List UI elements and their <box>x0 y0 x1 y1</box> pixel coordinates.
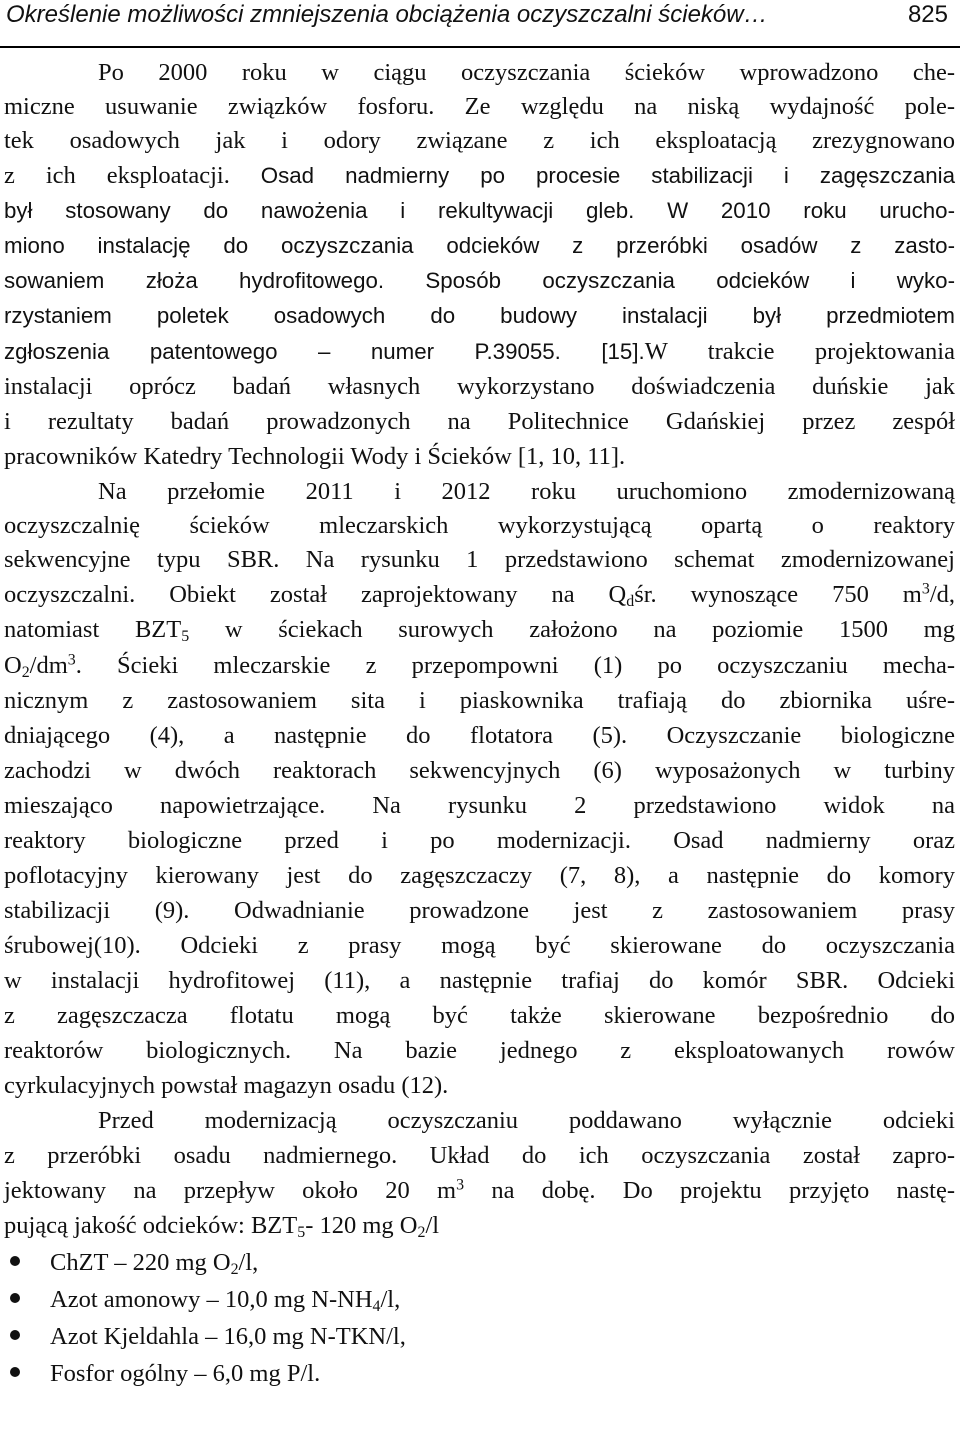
paragraph-2-line-11: reaktory biologiczne przed i po modernizacji. Osad nadmierny oraz <box>4 827 955 854</box>
paragraph-2-line-5-b: w ściekach surowych założono na poziomie 1500 mg <box>189 616 955 643</box>
bullet-text: Azot amonowy – 10,0 mg N-NH <box>50 1286 373 1313</box>
paragraph-2-line-12: poflotacyjny kierowany jest do zagęszczaczy (7, 8), a następnie do komory <box>4 862 955 889</box>
bzt-subscript: 5 <box>181 627 190 645</box>
paragraph-1-line-5: był stosowany do nawożenia i rekultywacji gleb. W 2010 roku urucho- <box>4 198 955 223</box>
paragraph-2-line-5-a: natomiast BZT <box>4 616 182 643</box>
oxygen-subscript: 2 <box>21 663 30 681</box>
header-title: Określenie możliwości zmniejszenia obciążenia oczyszczalni ścieków… <box>6 1 768 28</box>
cubic-superscript-3: 3 <box>456 1176 465 1194</box>
paragraph-2-line-4-a: oczyszczalni. Obiekt został zaprojektowany na Q <box>4 581 627 608</box>
paragraph-1-line-8: rzystaniem poletek osadowych do budowy instalacji był przedmiotem <box>4 303 955 328</box>
paragraph-3-line-4-a: pującą jakość odcieków: BZT <box>4 1212 298 1239</box>
paragraph-2-line-9: zachodzi w dwóch reaktorach sekwencyjnych (6) wyposażonych w turbiny <box>4 757 955 784</box>
bullet-item <box>10 1246 910 1280</box>
paragraph-3-line-3 <box>4 1174 955 1208</box>
paragraph-2-line-4 <box>4 578 955 612</box>
paragraph-2-line-13: stabilizacji (9). Odwadnianie prowadzone jest z zastosowaniem prasy <box>4 897 955 924</box>
paragraph-1-line-6: miono instalację do oczyszczania odcieków z przeróbki osadów z zasto- <box>4 233 955 258</box>
paragraph-3-line-2: z przeróbki osadu nadmiernego. Układ do ich oczyszczania został zapro- <box>4 1142 955 1169</box>
bullet-text: Fosfor ogólny – 6,0 mg P/l. <box>50 1360 321 1387</box>
flow-subscript: d <box>626 592 635 610</box>
paragraph-2-line-5 <box>4 613 955 647</box>
paragraph-1-line-4-sans: Osad nadmierny po procesie stabilizacji i zagęszczania <box>260 163 955 188</box>
bullet-text-end: /l, <box>380 1286 401 1313</box>
paragraph-2-line-17: reaktorów biologicznych. Na bazie jednego z eksploatowanych rowów <box>4 1037 955 1064</box>
paragraph-2-line-15: w instalacji hydrofitowej (11), a następnie trafiaj do komór SBR. Odcieki <box>4 967 955 994</box>
paragraph-2-line-16: z zagęszczacza flotatu mogą być także skierowane bezpośrednio do <box>4 1002 955 1029</box>
paragraph-1-line-9 <box>4 335 955 369</box>
bullet-text: Azot Kjeldahla – 16,0 mg N-TKN/l, <box>50 1323 406 1350</box>
paragraph-2-line-4-c: /d, <box>929 581 955 608</box>
bullet-icon <box>10 1367 20 1377</box>
paragraph-1-line-10: instalacji oprócz badań własnych wykorzystano doświadczenia duńskie jak <box>4 373 955 400</box>
paragraph-2-line-14: śrubowej(10). Odcieki z prasy mogą być skierowane do oczyszczania <box>4 932 955 959</box>
paragraph-3-line-4-b: - 120 mg O <box>305 1212 418 1239</box>
paragraph-3-line-3-a: jektowany na przepływ około 20 m <box>4 1177 457 1204</box>
paragraph-3-line-1: Przed modernizacją oczyszczaniu poddawano wyłącznie odcieki <box>98 1107 955 1134</box>
paragraph-1-line-9-sans: zgłoszenia patentowego – numer P.39055. [15]. <box>4 339 645 364</box>
cubic-superscript-2: 3 <box>67 651 76 669</box>
bullet-icon <box>10 1256 20 1266</box>
paragraph-1-line-3: tek osadowych jak i odory związane z ich eksploatacją zrezygnowano <box>4 127 955 154</box>
cubic-superscript: 3 <box>921 580 930 598</box>
paragraph-1-line-7: sowaniem złoża hydrofitowego. Sposób oczyszczania odcieków i wyko- <box>4 268 955 293</box>
bullet-text: ChZT – 220 mg O <box>50 1249 231 1276</box>
bullet-subscript: 4 <box>372 1297 381 1315</box>
paragraph-2-line-4-b: śr. wynoszące 750 m <box>634 581 922 608</box>
paragraph-1-line-2: miczne usuwanie związków fosforu. Ze względu na niską wydajność pole- <box>4 93 955 120</box>
bullet-item <box>10 1320 910 1354</box>
paragraph-2-line-6-c: . Ścieki mleczarskie z przepompowni (1) po oczyszczaniu mecha- <box>75 652 955 679</box>
page-number: 825 <box>907 1 948 28</box>
bullet-subscript: 2 <box>230 1260 239 1278</box>
paragraph-2-line-10: mieszająco napowietrzające. Na rysunku 2 przedstawiono widok na <box>4 792 955 819</box>
paragraph-2-line-7: nicznym z zastosowaniem sita i piaskownika trafiają do zbiornika uśre- <box>4 687 955 714</box>
bullet-item <box>10 1357 910 1391</box>
paragraph-1-line-4 <box>4 159 955 193</box>
oxygen-subscript-2: 2 <box>417 1223 426 1241</box>
paragraph-2-line-6-b: /dm <box>29 652 68 679</box>
bullet-icon <box>10 1293 20 1303</box>
bullet-item <box>10 1283 910 1317</box>
paragraph-2-line-6 <box>4 649 955 683</box>
paragraph-3-line-3-b: na dobę. Do projektu przyjęto nastę- <box>464 1177 956 1204</box>
paragraph-1-line-12: pracowników Katedry Technologii Wody i Ścieków [1, 10, 11]. <box>4 443 626 470</box>
paragraph-1-line-4-serif: z ich eksploatacji. <box>4 162 261 189</box>
bzt-subscript-2: 5 <box>297 1223 306 1241</box>
paragraph-2-line-18: cyrkulacyjnych powstał magazyn osadu (12). <box>4 1072 449 1099</box>
paragraph-2-line-8: dniającego (4), a następnie do flotatora (5). Oczyszczanie biologiczne <box>4 722 955 749</box>
paragraph-2-line-3: sekwencyjne typu SBR. Na rysunku 1 przedstawiono schemat zmodernizowanej <box>4 546 955 573</box>
paragraph-3-line-4-c: /l <box>425 1212 440 1239</box>
paragraph-2-line-2: oczyszczalnię ścieków mleczarskich wykorzystującą opartą o reaktory <box>4 512 955 539</box>
paragraph-1-line-9-serif: W trakcie projektowania <box>644 338 955 365</box>
paragraph-3-line-4 <box>4 1209 955 1243</box>
paragraph-1-line-11: i rezultaty badań prowadzonych na Politechnice Gdańskiej przez zespół <box>4 408 955 435</box>
paragraph-1-line-1: Po 2000 roku w ciągu oczyszczania ścieków wprowadzono che- <box>98 59 955 86</box>
running-header <box>0 0 960 48</box>
paragraph-2-line-1: Na przełomie 2011 i 2012 roku uruchomiono zmodernizowaną <box>98 478 955 505</box>
bullet-icon <box>10 1330 20 1340</box>
bullet-text-end: /l, <box>238 1249 259 1276</box>
paragraph-2-line-6-a: O <box>4 652 22 679</box>
